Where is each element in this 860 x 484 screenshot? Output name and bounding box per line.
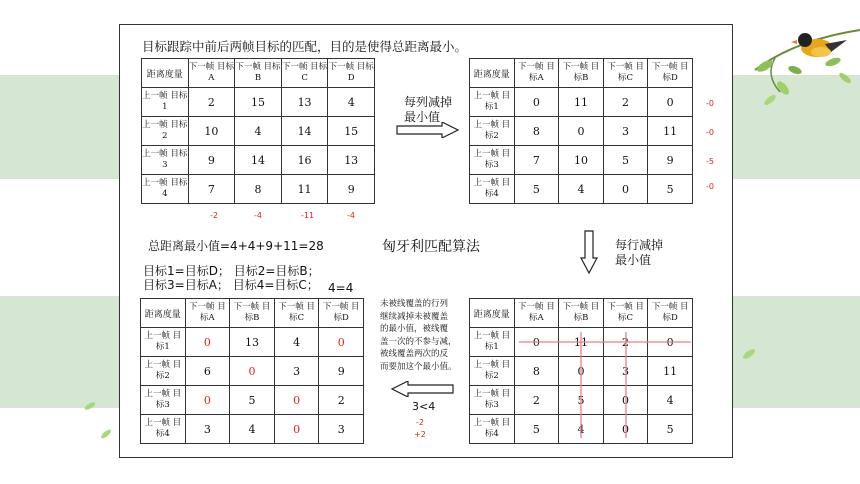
- step1-line1: 每列减掉: [404, 95, 453, 109]
- col-header-a: 下一帧 目标A: [514, 59, 559, 88]
- cell: 4: [328, 88, 375, 117]
- cell: 4: [559, 175, 604, 204]
- cell: 9: [328, 175, 375, 204]
- cell: 3: [319, 415, 364, 444]
- cell: 0: [603, 175, 648, 204]
- cell: 4: [648, 386, 693, 415]
- left-arrow-icon: [390, 381, 454, 397]
- cell: 5: [648, 415, 693, 444]
- cell: 5: [230, 386, 275, 415]
- col-header-a: 下一帧 目标A: [185, 299, 230, 328]
- cell: 11: [559, 88, 604, 117]
- cell: 8: [514, 357, 559, 386]
- row-header-3: 上一帧 目标3: [142, 146, 189, 175]
- row-header-3: 上一帧 目标3: [470, 146, 515, 175]
- cell: 13: [230, 328, 275, 357]
- cell: 4: [230, 415, 275, 444]
- cell-zero: 0: [230, 357, 275, 386]
- cell: 2: [319, 386, 364, 415]
- algorithm-title: 匈牙利匹配算法: [382, 239, 480, 255]
- cell: 5: [559, 386, 604, 415]
- cell: 8: [235, 175, 282, 204]
- row-header-3: 上一帧 目标3: [141, 386, 186, 415]
- cell: 11: [648, 357, 693, 386]
- cell: 2: [603, 328, 648, 357]
- row-min-4: -0: [706, 182, 714, 191]
- cell: 0: [603, 415, 648, 444]
- note-line: 而要加这个最小值。: [380, 361, 457, 372]
- cell: 9: [648, 146, 693, 175]
- algorithm-note: [380, 298, 457, 373]
- total-distance: 总距离最小值=4+4+9+11=28: [148, 239, 324, 253]
- col-header-a: 下一帧 目标A: [188, 59, 235, 88]
- cell: 0: [648, 328, 693, 357]
- row-min-1: -0: [706, 99, 714, 108]
- corner-header: 距离度量: [470, 59, 515, 88]
- minus-two: -2: [416, 418, 424, 427]
- col-header-d: 下一帧 目标D: [648, 59, 693, 88]
- cell: 0: [514, 88, 559, 117]
- col-min-b: -4: [254, 211, 262, 220]
- cell: 9: [188, 146, 235, 175]
- corner-header: 距离度量: [142, 59, 189, 88]
- col-header-c: 下一帧 目标C: [281, 59, 328, 88]
- col-header-a: 下一帧 目标A: [514, 299, 559, 328]
- bird-branch-illustration: [735, 0, 860, 130]
- cell: 2: [188, 88, 235, 117]
- cell: 9: [319, 357, 364, 386]
- cell: 0: [603, 386, 648, 415]
- col-header-b: 下一帧 目标B: [235, 59, 282, 88]
- col-min-a: -2: [210, 211, 218, 220]
- cell: 2: [603, 88, 648, 117]
- cell: 3: [603, 357, 648, 386]
- step2-line1: 每行减掉: [615, 238, 664, 252]
- distance-table-row-reduced: [469, 298, 693, 444]
- corner-header: 距离度量: [470, 299, 515, 328]
- cell: 15: [235, 88, 282, 117]
- match-line-2: 目标3=目标A； 目标4=目标C；: [143, 278, 319, 292]
- distance-table-col-reduced: [469, 58, 693, 204]
- down-arrow-icon: [580, 230, 598, 274]
- col-min-c: -11: [301, 211, 315, 220]
- distance-table-original: [141, 58, 375, 204]
- cell-zero: 0: [274, 386, 319, 415]
- cell: 6: [185, 357, 230, 386]
- leaves-decoration-icon: [80, 390, 120, 450]
- col-header-c: 下一帧 目标C: [274, 299, 319, 328]
- row-header-4: 上一帧 目标4: [142, 175, 189, 204]
- distance-table-final: [140, 298, 364, 444]
- row-header-4: 上一帧 目标4: [470, 175, 515, 204]
- corner-header: 距离度量: [141, 299, 186, 328]
- row-header-2: 上一帧 目标2: [142, 117, 189, 146]
- cell: 0: [514, 328, 559, 357]
- match-line-1: 目标1=目标D； 目标2=目标B；: [143, 264, 320, 278]
- cell: 4: [235, 117, 282, 146]
- step1-label: [404, 95, 452, 125]
- note-line: 被线覆盖两次的反: [380, 349, 449, 359]
- cell: 5: [514, 415, 559, 444]
- cell: 0: [648, 88, 693, 117]
- cell: 4: [274, 328, 319, 357]
- step2-label: [615, 238, 663, 268]
- plus-two: +2: [414, 430, 426, 439]
- col-header-c: 下一帧 目标C: [603, 59, 648, 88]
- cell: 5: [648, 175, 693, 204]
- row-header-2: 上一帧 目标2: [470, 117, 515, 146]
- note-line: 的最小值，被线覆: [380, 324, 449, 334]
- col-header-c: 下一帧 目标C: [603, 299, 648, 328]
- cell: 2: [514, 386, 559, 415]
- cell: 16: [281, 146, 328, 175]
- three-less-four: 3<4: [412, 400, 436, 413]
- cell: 3: [603, 117, 648, 146]
- cell: 10: [188, 117, 235, 146]
- cell: 5: [514, 175, 559, 204]
- cell: 14: [281, 117, 328, 146]
- col-header-d: 下一帧 目标D: [328, 59, 375, 88]
- cell-zero: 0: [185, 328, 230, 357]
- cell: 13: [281, 88, 328, 117]
- step1-line2: 最小值: [404, 110, 441, 124]
- row-header-1: 上一帧 目标1: [141, 328, 186, 357]
- cell: 3: [185, 415, 230, 444]
- leaf-icon: [735, 340, 775, 370]
- row-min-3: -5: [706, 157, 714, 166]
- cell: 11: [281, 175, 328, 204]
- cell-zero: 0: [185, 386, 230, 415]
- row-header-1: 上一帧 目标1: [470, 328, 515, 357]
- matching-result: [143, 264, 320, 292]
- row-header-3: 上一帧 目标3: [470, 386, 515, 415]
- cell: 10: [559, 146, 604, 175]
- four-equals-four: 4=4: [328, 281, 354, 295]
- col-header-d: 下一帧 目标D: [648, 299, 693, 328]
- row-header-4: 上一帧 目标4: [470, 415, 515, 444]
- col-header-b: 下一帧 目标B: [230, 299, 275, 328]
- row-header-1: 上一帧 目标1: [142, 88, 189, 117]
- col-header-b: 下一帧 目标B: [559, 59, 604, 88]
- right-arrow-icon: [396, 122, 460, 138]
- step2-line2: 最小值: [615, 253, 652, 267]
- col-header-d: 下一帧 目标D: [319, 299, 364, 328]
- cell: 0: [559, 117, 604, 146]
- cell: 7: [514, 146, 559, 175]
- cell: 0: [559, 357, 604, 386]
- col-header-b: 下一帧 目标B: [559, 299, 604, 328]
- cell: 14: [235, 146, 282, 175]
- note-line: 未被线覆盖的行列: [380, 299, 449, 309]
- cell: 3: [274, 357, 319, 386]
- row-header-1: 上一帧 目标1: [470, 88, 515, 117]
- cell: 11: [559, 328, 604, 357]
- row-header-4: 上一帧 目标4: [141, 415, 186, 444]
- row-min-2: -0: [706, 128, 714, 137]
- cell: 4: [559, 415, 604, 444]
- cell: 8: [514, 117, 559, 146]
- cell: 11: [648, 117, 693, 146]
- page-title: 目标跟踪中前后两帧目标的匹配，目的是使得总距离最小。: [142, 39, 468, 54]
- row-header-2: 上一帧 目标2: [141, 357, 186, 386]
- cell: 13: [328, 146, 375, 175]
- cell-zero: 0: [319, 328, 364, 357]
- row-header-2: 上一帧 目标2: [470, 357, 515, 386]
- cell: 5: [603, 146, 648, 175]
- note-line: 继续减掉未被覆盖: [380, 311, 449, 322]
- col-min-d: -4: [347, 211, 355, 220]
- cell: 15: [328, 117, 375, 146]
- note-line: 盖一次的不参与减，: [380, 336, 457, 347]
- cell-zero: 0: [274, 415, 319, 444]
- cell: 7: [188, 175, 235, 204]
